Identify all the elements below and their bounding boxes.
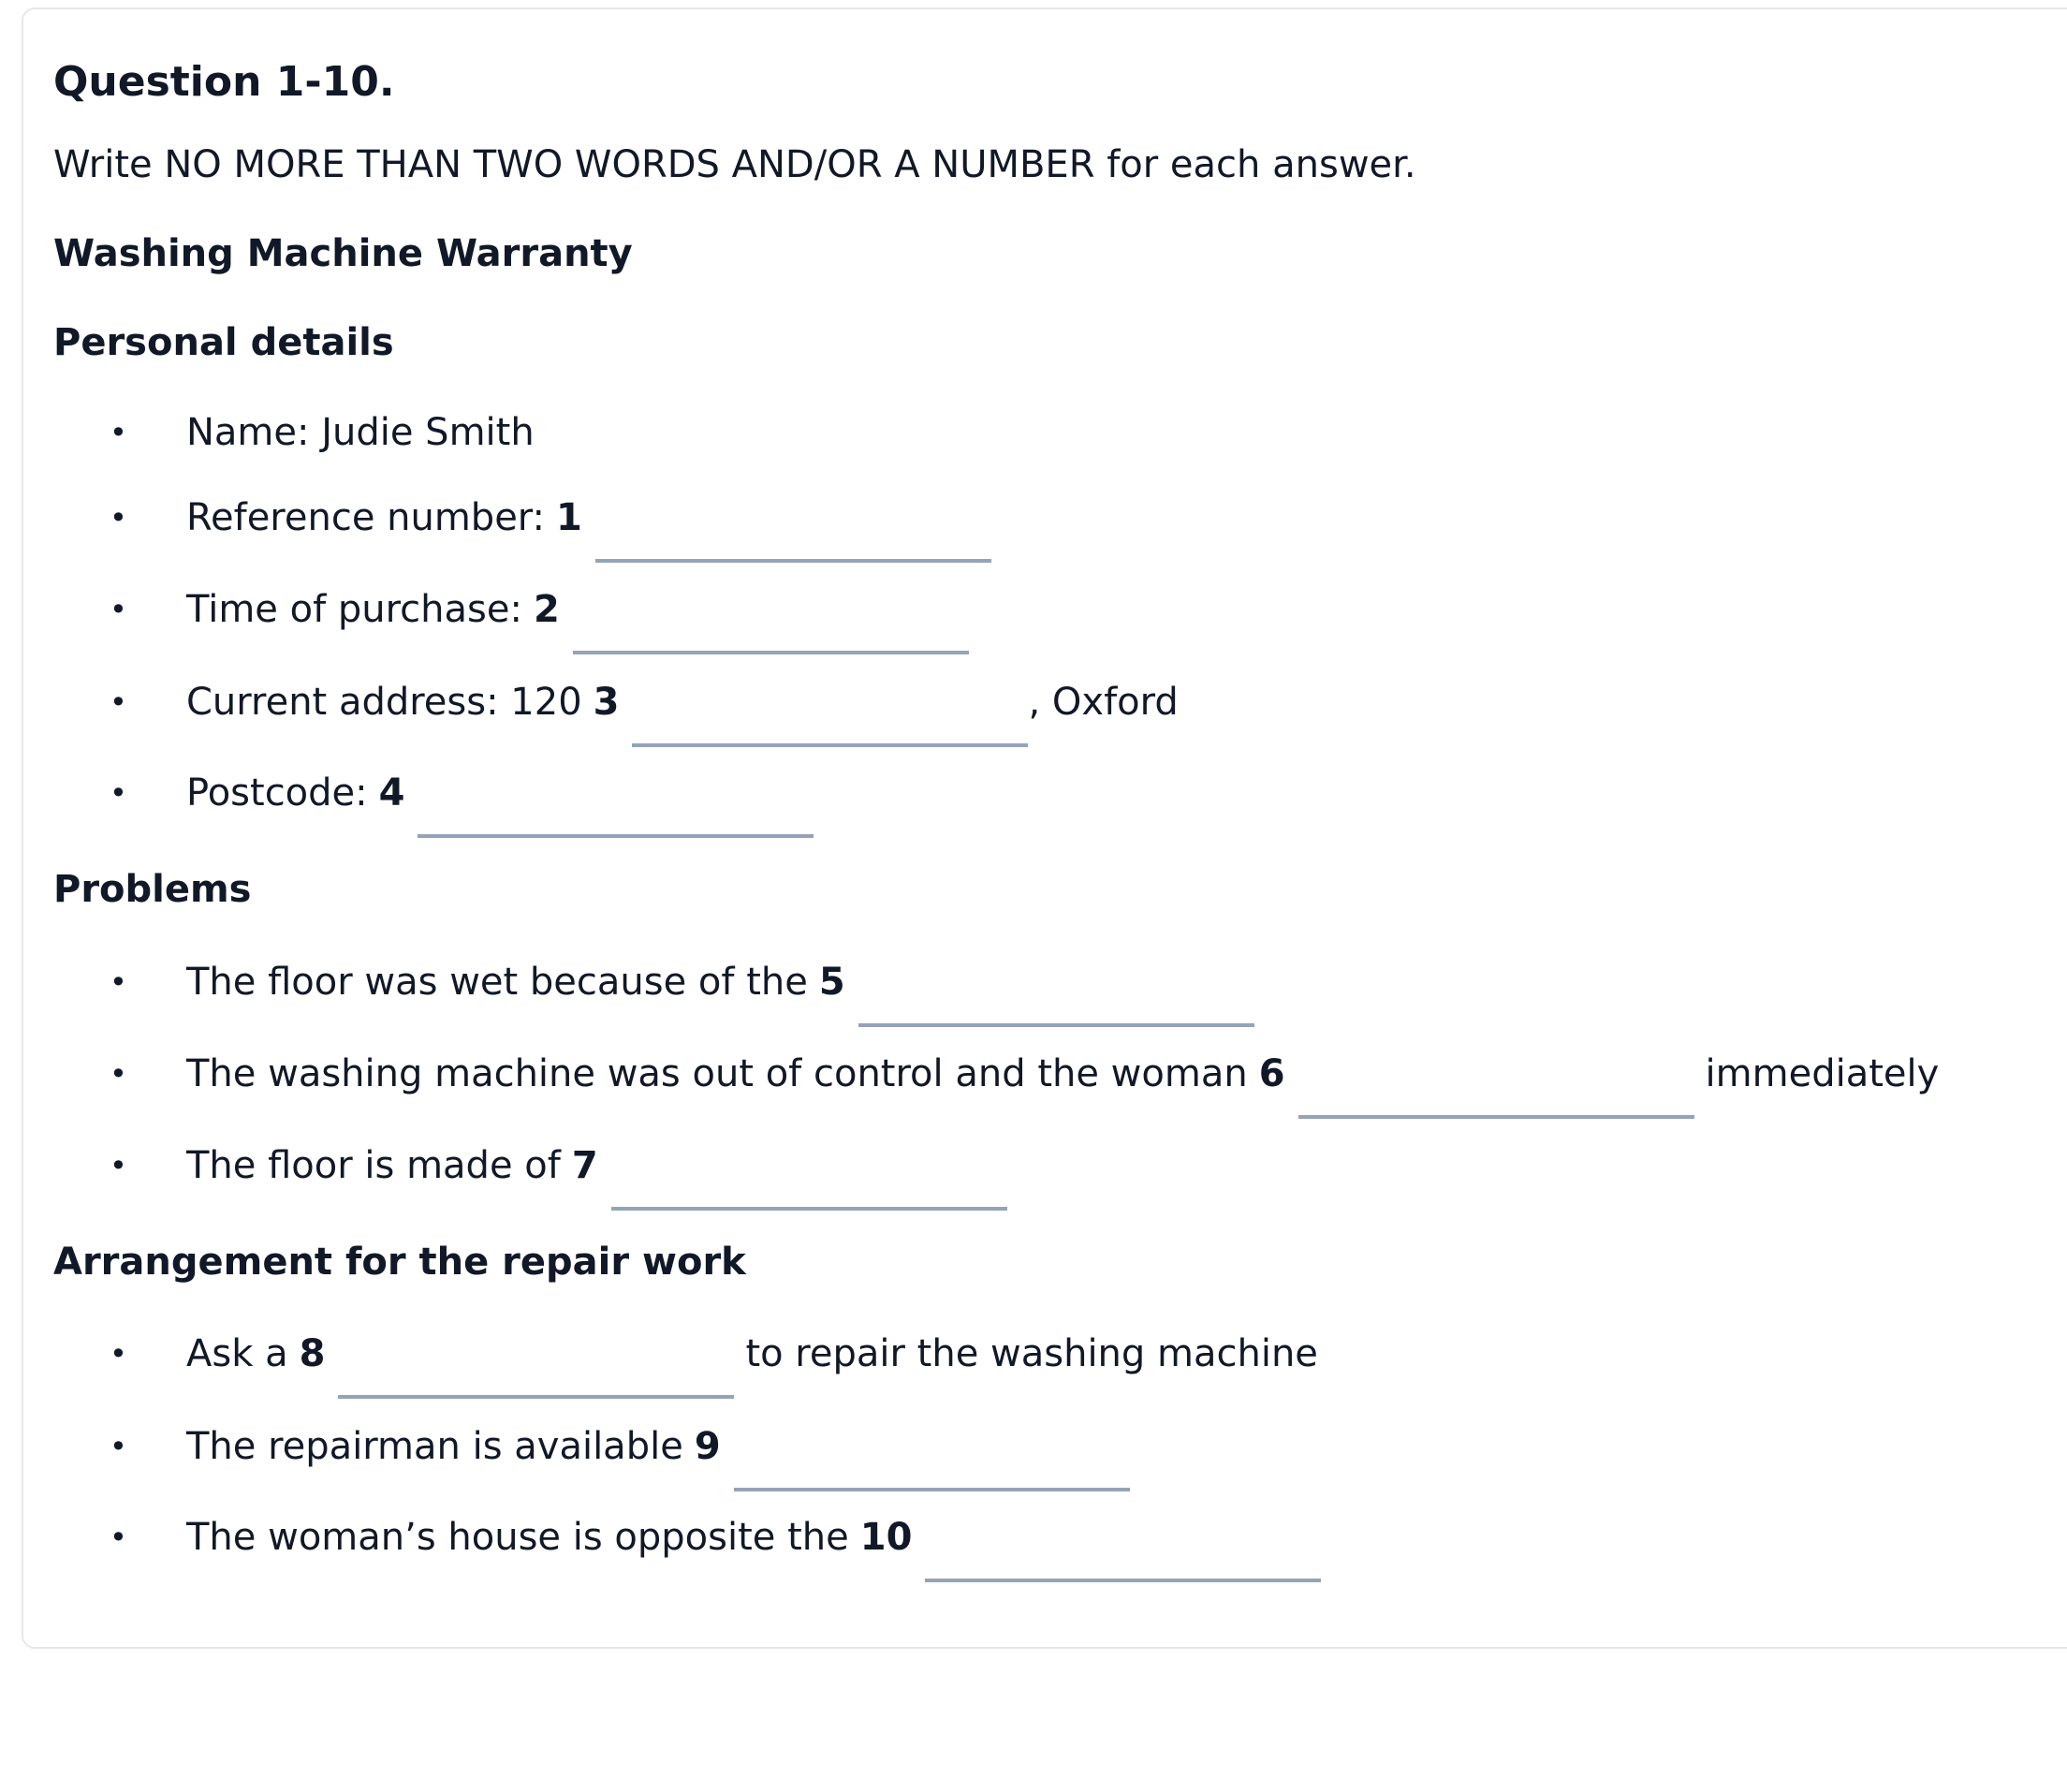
question-number-7: 7 [571,1144,598,1187]
answer-input-2[interactable] [573,606,969,654]
answer-input-9[interactable] [734,1443,1130,1491]
bullet: • [110,1520,127,1555]
address-label: Current address: 120 [186,681,582,724]
bullet: • [110,1429,127,1464]
section-title-personal: Personal details [53,321,394,364]
bullet: • [110,684,127,720]
bullet: • [110,1148,127,1183]
opposite-label: The woman’s house is opposite the [186,1516,849,1559]
postcode-label: Postcode: [186,771,368,815]
question-instruction: Write NO MORE THAN TWO WORDS AND/OR A NUMBER for each answer. [53,143,1416,186]
question-number-9: 9 [694,1425,721,1468]
available-label: The repairman is available [186,1425,683,1468]
bullet: • [110,592,127,627]
answer-input-6[interactable] [1298,1070,1694,1119]
answer-input-4[interactable] [418,789,814,838]
bullet: • [110,964,127,1000]
question-number-3: 3 [593,681,620,724]
ask-suffix: to repair the washing machine [745,1332,1318,1375]
question-number-2: 2 [533,588,560,631]
answer-input-5[interactable] [858,978,1254,1027]
bullet: • [110,1336,127,1372]
bullet: • [110,1056,127,1092]
form-heading: Washing Machine Warranty [53,232,633,275]
control-suffix: immediately [1705,1052,1940,1095]
name-text: Name: Judie Smith [186,411,535,454]
section-title-repair: Arrangement for the repair work [53,1241,746,1284]
answer-input-10[interactable] [925,1534,1321,1582]
section-title-problems: Problems [53,868,252,911]
bullet: • [110,775,127,811]
answer-input-3[interactable] [632,698,1028,747]
time-label: Time of purchase: [186,588,522,631]
ask-label: Ask a [186,1332,288,1375]
question-title: Question 1-10. [53,58,395,106]
floor-made-label: The floor is made of [186,1144,561,1187]
answer-input-8[interactable] [338,1350,734,1399]
question-number-5: 5 [818,961,845,1004]
question-number-10: 10 [859,1516,913,1559]
floor-wet-label: The floor was wet because of the [186,961,808,1004]
question-number-8: 8 [299,1332,326,1375]
reference-label: Reference number: [186,496,546,539]
control-label: The washing machine was out of control and the woman [186,1052,1248,1095]
question-number-4: 4 [378,771,405,815]
bullet: • [110,500,127,536]
address-suffix: , Oxford [1028,681,1179,724]
answer-input-1[interactable] [595,514,991,563]
question-number-1: 1 [556,496,582,539]
answer-input-7[interactable] [611,1162,1007,1211]
question-number-6: 6 [1258,1052,1285,1095]
bullet: • [110,415,127,450]
